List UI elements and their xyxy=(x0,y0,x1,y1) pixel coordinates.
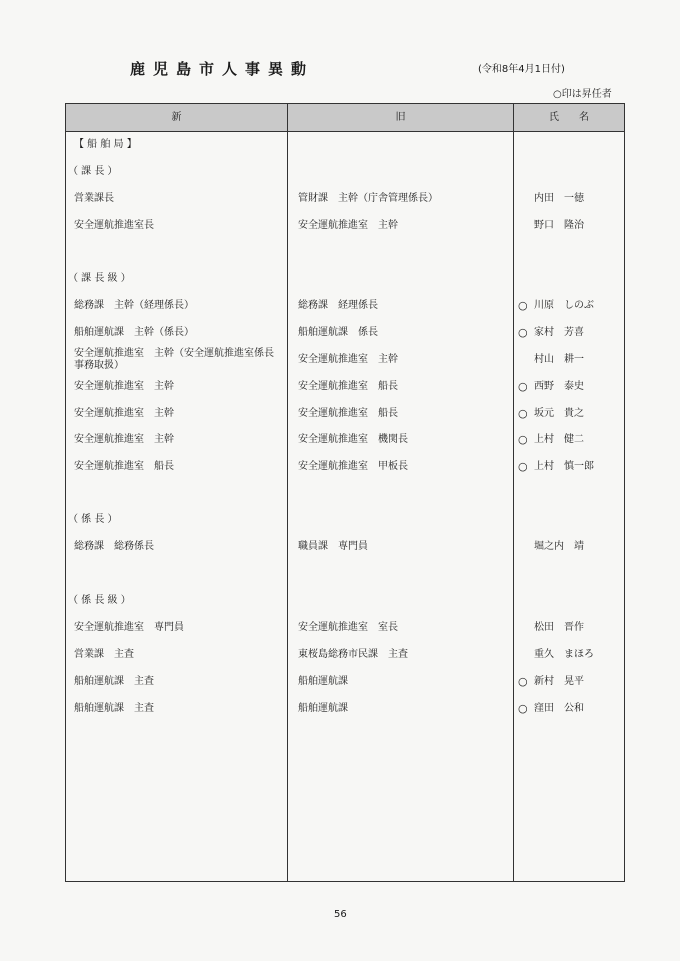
promotion-mark: ○ xyxy=(518,407,528,420)
new-position: 総務課 主幹（経理係長） xyxy=(74,300,194,311)
new-position: 安全運航推進室長 xyxy=(74,220,154,231)
new-position: 船舶運航課 主幹（係長） xyxy=(74,327,194,338)
promotion-mark: ○ xyxy=(518,326,528,339)
old-position: 職員課 専門員 xyxy=(298,541,368,552)
old-position: 安全運航推進室 船長 xyxy=(298,408,398,419)
old-position: 船舶運航課 xyxy=(298,703,348,714)
person-name: 家村 芳喜 xyxy=(534,327,584,338)
new-position: 総務課 総務係長 xyxy=(74,541,154,552)
new-position: 安全運航推進室 専門員 xyxy=(74,622,184,633)
new-position: 船舶運航課 主査 xyxy=(74,703,154,714)
personnel-table xyxy=(65,103,625,882)
person-name: 窪田 公和 xyxy=(534,703,584,714)
old-position: 安全運航推進室 主幹 xyxy=(298,354,398,365)
old-position: 安全運航推進室 船長 xyxy=(298,381,398,392)
old-position: 安全運航推進室 室長 xyxy=(298,622,398,633)
section-label: （ 課 長 ） xyxy=(68,166,118,177)
new-position: 営業課長 xyxy=(74,193,114,204)
header-name: 氏 名 xyxy=(549,112,589,123)
person-name: 上村 慎一郎 xyxy=(534,461,594,472)
old-position: 船舶運航課 xyxy=(298,676,348,687)
old-position: 総務課 経理係長 xyxy=(298,300,378,311)
person-name: 新村 晃平 xyxy=(534,676,584,687)
promotion-mark: ○ xyxy=(518,460,528,473)
section-label: （ 課 長 級 ） xyxy=(68,273,131,284)
new-position: 安全運航推進室 主幹（安全運航推進室係長事務取扱） xyxy=(74,348,274,371)
new-position: 船舶運航課 主査 xyxy=(74,676,154,687)
promotion-mark: ○ xyxy=(518,702,528,715)
old-position: 安全運航推進室 機関長 xyxy=(298,434,408,445)
person-name: 内田 一徳 xyxy=(534,193,584,204)
old-position: 安全運航推進室 甲板長 xyxy=(298,461,408,472)
person-name: 野口 隆治 xyxy=(534,220,584,231)
document-title: 鹿児島市人事異動 xyxy=(130,60,315,78)
section-label: （ 係 長 級 ） xyxy=(68,595,131,606)
person-name: 堀之内 靖 xyxy=(534,541,584,552)
new-position: 安全運航推進室 船長 xyxy=(74,461,174,472)
promotion-mark: ○ xyxy=(518,675,528,688)
column-divider xyxy=(287,104,288,881)
effective-date: (令和8年4月1日付) xyxy=(478,64,565,75)
person-name: 重久 まほろ xyxy=(534,649,594,660)
page-number: 56 xyxy=(334,909,347,920)
person-name: 坂元 貴之 xyxy=(534,408,584,419)
old-position: 東桜島総務市民課 主査 xyxy=(298,649,408,660)
new-position: 安全運航推進室 主幹 xyxy=(74,381,174,392)
new-position: 安全運航推進室 主幹 xyxy=(74,434,174,445)
promotion-note: ○印は昇任者 xyxy=(553,89,612,100)
promotion-mark: ○ xyxy=(518,433,528,446)
column-divider xyxy=(513,104,514,881)
person-name: 村山 耕一 xyxy=(534,354,584,365)
section-label: （ 係 長 ） xyxy=(68,514,118,525)
department-label: 【 船 舶 局 】 xyxy=(74,139,137,150)
new-position: 安全運航推進室 主幹 xyxy=(74,408,174,419)
person-name: 川原 しのぶ xyxy=(534,300,594,311)
promotion-mark: ○ xyxy=(518,380,528,393)
new-position: 営業課 主査 xyxy=(74,649,134,660)
person-name: 西野 泰史 xyxy=(534,381,584,392)
header-old: 旧 xyxy=(395,112,406,123)
old-position: 管財課 主幹（庁舎管理係長） xyxy=(298,193,438,204)
header-new: 新 xyxy=(171,112,182,123)
person-name: 上村 健二 xyxy=(534,434,584,445)
old-position: 船舶運航課 係長 xyxy=(298,327,378,338)
person-name: 松田 晋作 xyxy=(534,622,584,633)
promotion-mark: ○ xyxy=(518,299,528,312)
old-position: 安全運航推進室 主幹 xyxy=(298,220,398,231)
